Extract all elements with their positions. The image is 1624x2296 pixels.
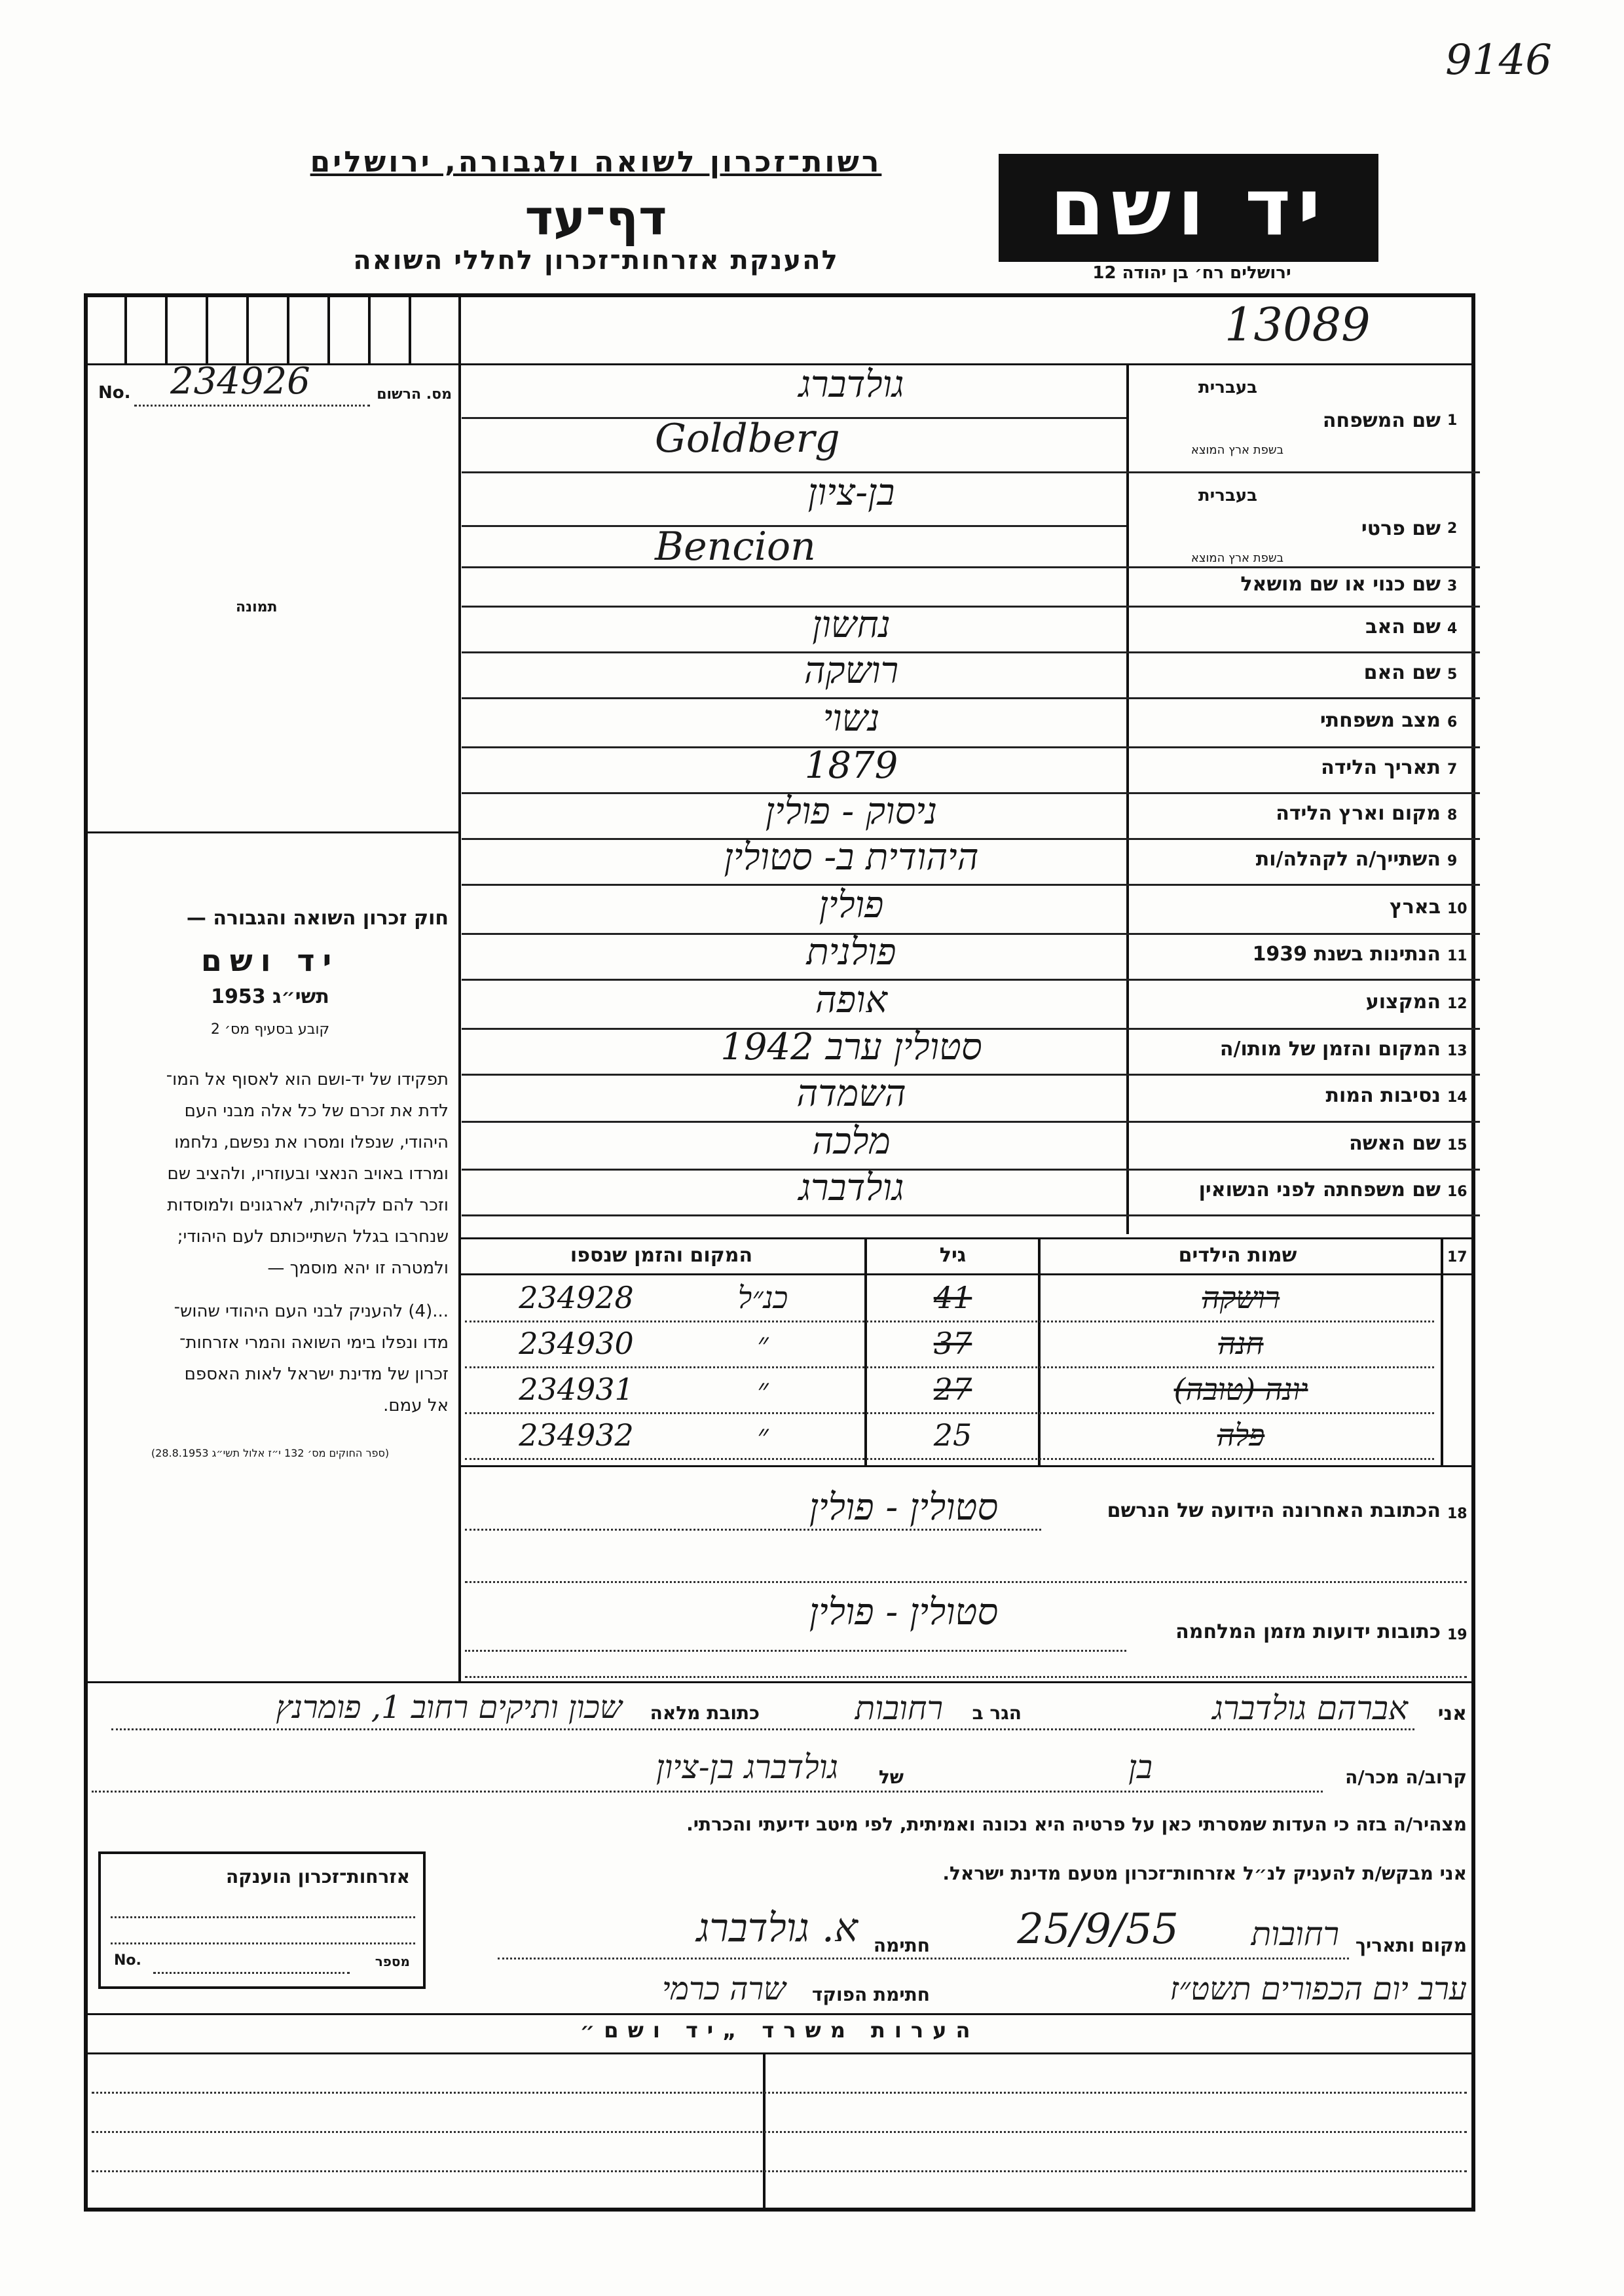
decl-dots3 — [498, 1958, 1349, 1959]
children-bottom — [458, 1465, 1475, 1467]
field-value: פולנית — [806, 931, 896, 974]
award-dots3 — [153, 1972, 350, 1974]
label-divider — [1126, 363, 1129, 1234]
children-col — [1038, 1237, 1041, 1465]
field-label: שם האשה — [1349, 1131, 1441, 1155]
child-age: 41 — [933, 1280, 972, 1315]
law-footnote: (ספר החוקים מס׳ 132 י״ז אלול תשי״ג 28.8.1953) — [151, 1447, 390, 1459]
decl-place-date-label: מקום ותאריך — [1355, 1935, 1467, 1956]
field-label: המקצוע — [1365, 990, 1441, 1013]
decl-deceased-name: גולדברג בן-ציון — [655, 1748, 838, 1786]
decl-signature: א. גולדברג — [696, 1905, 858, 1951]
field-label: הנתינות בשנת 1939 — [1252, 943, 1441, 966]
notes-heading: הערות משרד „יד ושם״ — [580, 2018, 980, 2043]
decl-of: של — [878, 1766, 904, 1788]
field-value: 1879 — [804, 744, 898, 787]
child-row-line — [465, 1412, 1434, 1414]
address19-value: סטולין - פולין — [809, 1591, 999, 1633]
law-line: מדו ונפלו בימי השואה והמרי אזרחות־ — [179, 1333, 449, 1353]
field-number: 14 — [1447, 1089, 1467, 1106]
address19-dots2 — [465, 1676, 1467, 1678]
box-line — [124, 293, 127, 363]
field-number: 2 — [1447, 520, 1458, 537]
decl-rel-value: בן — [1128, 1748, 1153, 1786]
field-label: מקום וארץ הלידה — [1276, 802, 1441, 825]
field-value-latin: Bencion — [655, 524, 816, 570]
field-number: 15 — [1447, 1137, 1467, 1154]
award-dots2 — [111, 1942, 415, 1944]
field-label: שם פרטי — [1361, 517, 1441, 540]
law-line: שנחרבו בגלל השתייכותם לעם היהודי; — [177, 1227, 449, 1247]
field-value: בן-ציון — [807, 471, 895, 514]
notes-dots — [92, 2131, 1467, 2133]
law-line: ...(4) להעניק לבני העם היהודי שהוש־ — [174, 1302, 449, 1321]
law-text — [92, 1064, 449, 1421]
notes-header-bottom — [84, 2052, 1475, 2054]
field-number: 16 — [1447, 1184, 1467, 1200]
child-name: רושקה — [1202, 1280, 1280, 1315]
section-bottom — [84, 1681, 1475, 1683]
children-col-place: המקום והזמן שנספו — [570, 1244, 753, 1267]
law-line: היהודי, שנפלו ומסרו את נפשם, נלחמו — [174, 1133, 449, 1152]
frame-divider — [458, 293, 461, 1681]
decl-date: 25/9/55 — [1017, 1905, 1179, 1954]
yad-vashem-logo: יד ושם — [999, 154, 1378, 262]
decl-officer-sig: שרה כרמי — [661, 1971, 786, 2007]
field-number: 11 — [1447, 948, 1467, 964]
child-age: 37 — [933, 1326, 972, 1361]
field-label: מצב משפחתי — [1320, 708, 1441, 732]
registration-no-value: 234926 — [170, 360, 310, 403]
field-value: נחשון — [812, 604, 891, 646]
field-value: סטולין ערב 1942 — [720, 1026, 982, 1068]
field-sublabel-origin: בשפת ארץ המוצא — [1190, 443, 1283, 457]
decl-hebrew-date: ערב יום הכפורים תשט״ז — [1170, 1971, 1467, 2007]
registration-dots — [134, 405, 370, 407]
field-label: שם האב — [1365, 615, 1441, 638]
registration-no-label: No. — [98, 383, 131, 403]
field-number: 8 — [1447, 807, 1458, 824]
child-name: חנה — [1218, 1326, 1264, 1361]
decl-place: רחובות — [1251, 1915, 1339, 1953]
field-value: ניסוק - פולין — [765, 790, 938, 833]
field-label: המקום והזמן של מותו/ה — [1219, 1038, 1441, 1061]
children-col — [864, 1237, 867, 1465]
law-line: תפקידו של יד-ושם הוא לאסוף אל המו־ — [166, 1070, 449, 1089]
address19-label: כתובות ידועות מזמן המלחמה — [1175, 1620, 1441, 1643]
award-no-label: No. — [114, 1952, 141, 1969]
field-number: 6 — [1447, 714, 1458, 731]
field-value: גולדברג — [798, 1167, 904, 1209]
field-label: בארץ — [1389, 895, 1441, 919]
award-dots1 — [111, 1916, 415, 1918]
law-line: וזכר להם לקהילות, לארגונים ולמוסדות — [167, 1195, 449, 1215]
box-line — [409, 293, 411, 363]
law-year: תשי״ג 1953 — [211, 985, 329, 1008]
child-row-line — [465, 1458, 1434, 1460]
registration-label: מס. הרשום — [377, 386, 452, 403]
notes-dots — [92, 2170, 1467, 2172]
field-value-latin: Goldberg — [655, 416, 840, 462]
child-row-line — [465, 1321, 1434, 1322]
field-value: היהודית ב- סטולין — [724, 836, 979, 879]
children-col — [1441, 1237, 1443, 1465]
field-row-line — [462, 566, 1480, 568]
field-sublabel-origin: בשפת ארץ המוצא — [1190, 551, 1283, 565]
field-number: 5 — [1447, 666, 1458, 683]
field-number: 3 — [1447, 578, 1458, 594]
child-place: כנ״ל — [737, 1280, 788, 1315]
child-ref: 234932 — [519, 1417, 634, 1453]
decl-dots1 — [111, 1728, 1414, 1730]
stamp-number: 9146 — [1445, 36, 1552, 84]
authority-name: רשות־זכרון לשואה ולגבורה, ירושלים — [310, 145, 882, 179]
field-sublabel-hebrew: בעברית — [1198, 378, 1257, 397]
child-place: ״ — [757, 1372, 769, 1407]
form-subtitle: להענקת אזרחות־זכרון לחללי השואה — [353, 246, 839, 276]
address19-dots — [465, 1650, 1126, 1652]
field-value: אופה — [815, 978, 888, 1021]
child-place: ״ — [757, 1417, 769, 1453]
law-heading: חוק זכרון השואה והגבורה — — [186, 907, 449, 930]
field-value: פולין — [819, 883, 884, 926]
decl-addr: שכון ותיקים רחוב 1, פומרנץ — [276, 1689, 622, 1726]
address: ירושלים רח׳ בן יהודה 12 — [1092, 263, 1291, 283]
child-age: 25 — [933, 1417, 972, 1453]
field-number: 17 — [1447, 1249, 1467, 1266]
children-col-age: גיל — [939, 1244, 967, 1267]
notes-top — [84, 2013, 1475, 2015]
address18-value: סטולין - פולין — [809, 1486, 999, 1529]
child-name: יונה (טובה) — [1173, 1372, 1308, 1407]
children-col-names: שמות הילדים — [1178, 1244, 1297, 1267]
decl-name: אברהם גולדברג — [1212, 1689, 1408, 1727]
decl-dots2 — [92, 1791, 1323, 1793]
children-header-bottom — [458, 1273, 1475, 1275]
field-label: נסיבות המות — [1325, 1084, 1441, 1107]
child-name: פלה — [1217, 1417, 1265, 1453]
decl-line3: מצהיר/ה בזה כי העדות שמסרתי כאן על פרטיה היא נכונה ואמיתית, לפי מיטב ידיעתי והכרתי. — [686, 1813, 1467, 1835]
address18-dots — [465, 1529, 1041, 1531]
box-line — [246, 293, 249, 363]
decl-resides: הגר ב — [972, 1702, 1022, 1724]
field-number: 9 — [1447, 853, 1458, 869]
law-line: אל עמם. — [383, 1396, 449, 1415]
field-value: מלכה — [812, 1120, 891, 1163]
field-number: 1 — [1447, 412, 1458, 429]
field-label: שם משפחתה לפני הנשואין — [1198, 1178, 1441, 1201]
child-ref: 234930 — [519, 1326, 634, 1361]
law-line: ולמטרה זו יהא מוסמך — — [267, 1258, 449, 1278]
field-number: 10 — [1447, 900, 1467, 917]
field-label: שם האם — [1363, 661, 1441, 684]
address18-dots2 — [465, 1581, 1467, 1583]
decl-officer-label: חתימת הפוקד — [811, 1984, 930, 2005]
decl-prefix: אני — [1437, 1702, 1467, 1725]
field-number: 18 — [1447, 1506, 1467, 1522]
box-line — [206, 293, 208, 363]
photo-label: תמונה — [236, 599, 278, 615]
field-label: שם כנוי או שם מושאל — [1240, 573, 1441, 596]
children-top — [458, 1237, 1475, 1239]
field-number: 13 — [1447, 1043, 1467, 1059]
form-title: דף־עד — [525, 190, 667, 246]
field-label: השתייך/ה לקהלה/ות — [1255, 848, 1441, 871]
box-line — [368, 293, 371, 363]
photo-bottom — [84, 831, 460, 833]
law-clause: קובע בסעיף מס׳ 2 — [210, 1021, 330, 1038]
law-line: זכרון של מדינת ישראל לאות האספם — [184, 1364, 449, 1384]
field-label: תאריך הלידה — [1321, 756, 1441, 779]
box-line — [327, 293, 330, 363]
child-place: ״ — [757, 1326, 769, 1361]
field-value: גולדברג — [798, 363, 904, 406]
child-row-line — [465, 1366, 1434, 1368]
notes-dots — [92, 2092, 1467, 2094]
decl-relative: קרוב/ה מכר/ה — [1345, 1766, 1467, 1788]
award-box — [98, 1851, 426, 1989]
child-age: 27 — [933, 1372, 972, 1407]
law-line: ומרדו באויב הנאצי ובעוזריו, ולהציב שם — [167, 1164, 449, 1184]
decl-line4: אני מבקש/ת להעניק לנ״ל אזרחות־זכרון מטעם מדינת ישראל. — [942, 1863, 1467, 1884]
child-ref: 234928 — [519, 1280, 634, 1315]
law-line: לדת את זכרם של כל אלה מבני העם — [184, 1101, 449, 1121]
file-number: 13089 — [1225, 298, 1371, 352]
field-value: נשוי — [822, 697, 880, 740]
field-sublabel-hebrew: בעברית — [1198, 486, 1257, 505]
field-value: השמדה — [796, 1072, 906, 1115]
field-number: 7 — [1447, 761, 1458, 778]
box-line — [165, 293, 168, 363]
award-title: אזרחות־זכרון הוענקה — [226, 1866, 410, 1887]
field-row-line — [462, 1214, 1480, 1216]
box-line — [287, 293, 289, 363]
field-number: 4 — [1447, 621, 1458, 637]
address18-label: הכתובת האחרונה הידועה של הנרשם — [1107, 1499, 1441, 1522]
award-number-label: מספר — [375, 1954, 410, 1969]
field-number: 12 — [1447, 995, 1467, 1012]
decl-addr-label: כתובת מלאה — [650, 1702, 760, 1724]
field-number: 19 — [1447, 1627, 1467, 1643]
decl-signature-label: חתימה — [873, 1935, 930, 1956]
field-label: שם המשפחה — [1322, 409, 1441, 432]
decl-city: רחובות — [855, 1689, 943, 1727]
child-ref: 234931 — [519, 1372, 634, 1407]
field-value: רושקה — [803, 649, 899, 692]
law-name: יד ושם — [200, 943, 340, 978]
